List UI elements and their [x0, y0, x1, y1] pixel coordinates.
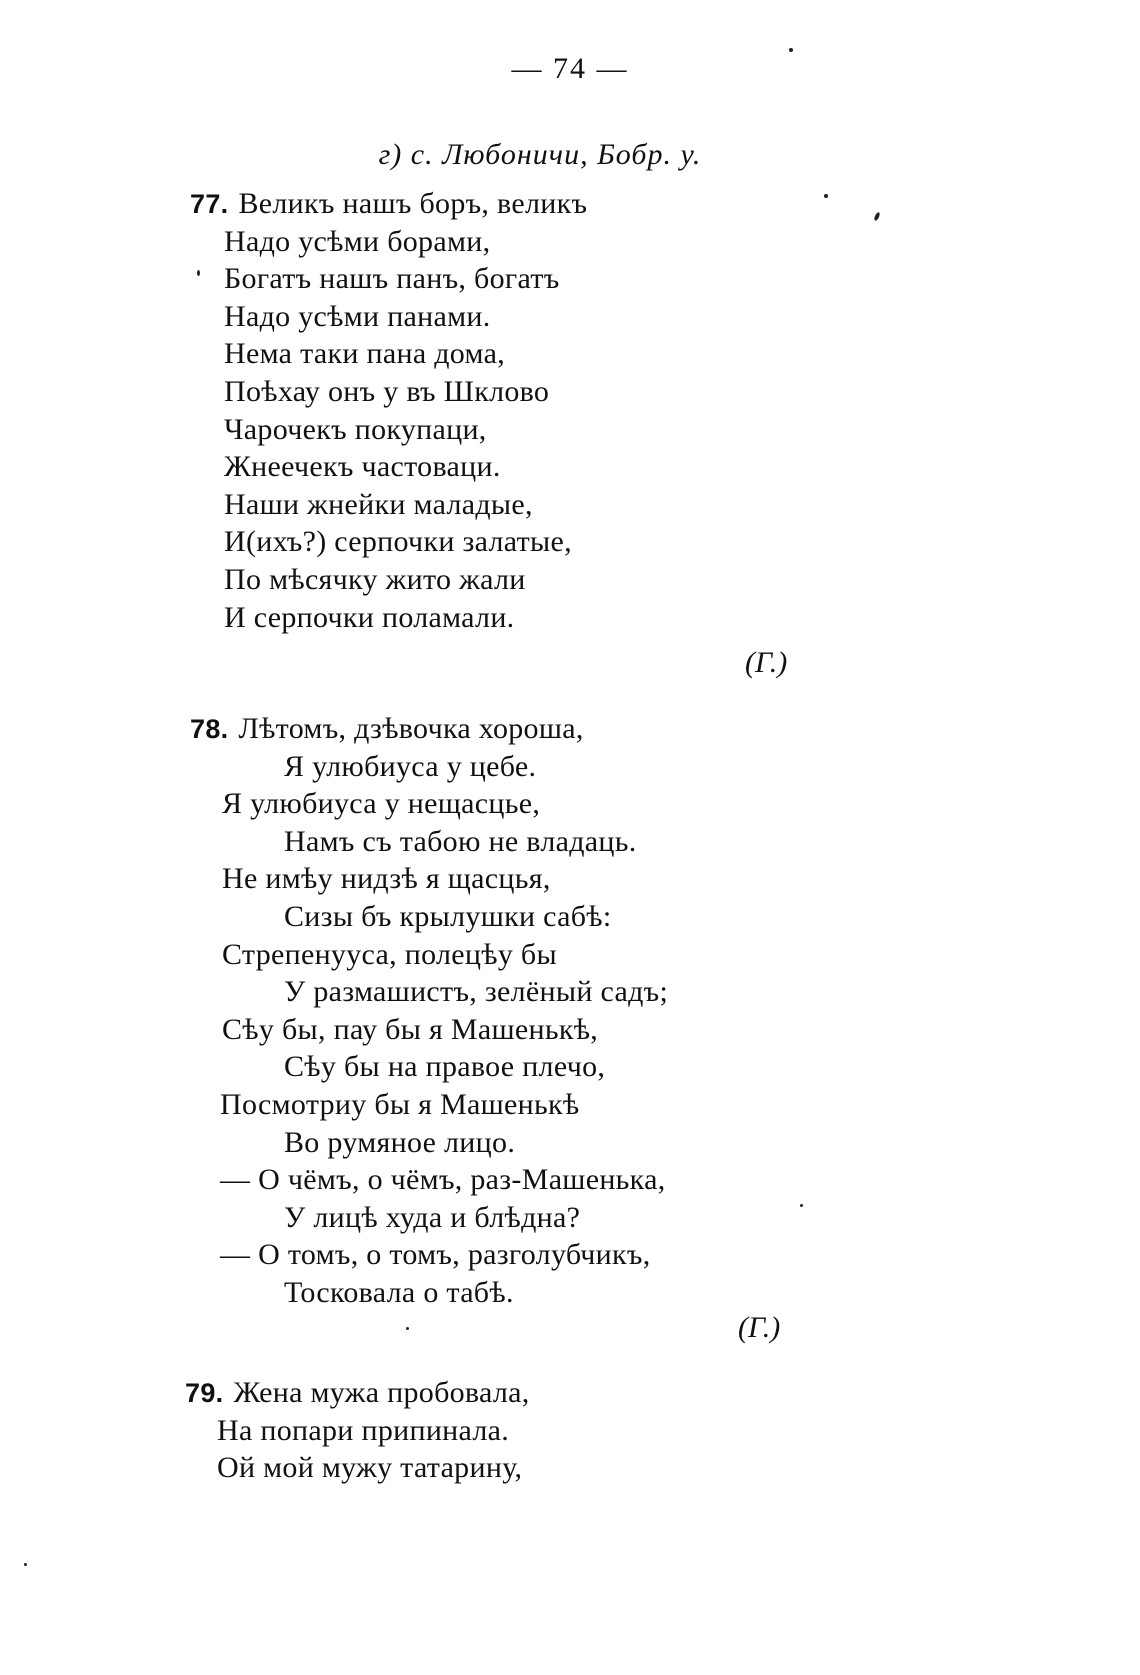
- poem-line: И(ихъ?) серпочки залатые,: [224, 525, 572, 559]
- scan-speck: [24, 1563, 27, 1566]
- poem-line: Жнеечекъ частоваци.: [224, 450, 501, 484]
- poem-line: Стрепенууса, полецѣу бы: [222, 937, 557, 971]
- poem-line: [185, 1374, 530, 1412]
- poem-77: [190, 185, 587, 636]
- poem-line: И серпочки поламали.: [224, 600, 515, 634]
- poem-line: — О томъ, о томъ, разголубчикъ,: [220, 1238, 651, 1272]
- scan-speck: [873, 212, 880, 222]
- poem-line-text: Великъ нашъ боръ, великъ: [238, 187, 588, 220]
- scan-speck: [800, 1204, 803, 1207]
- poem-number: 79.: [185, 1378, 224, 1408]
- poem-line: Не имѣу нидзѣ я щасцья,: [222, 862, 551, 896]
- poem-line: Я улюбиуса у цебе.: [284, 749, 537, 783]
- poem-line: По мѣсячку жито жали: [224, 562, 526, 596]
- poem-line: Сѣу бы, пау бы я Машенькѣ,: [222, 1012, 599, 1046]
- poem-line: Посмотриу бы я Машенькѣ: [220, 1087, 580, 1121]
- poem-line: [190, 710, 668, 748]
- poem-line: Богатъ нашъ панъ, богатъ: [224, 262, 560, 296]
- scan-speck: [197, 270, 200, 276]
- poem-line: У размашистъ, зелёный садъ;: [284, 975, 669, 1009]
- poem-line: [190, 185, 587, 223]
- poem-line: Ой мой мужу татарину,: [217, 1451, 523, 1485]
- poem-line: Наши жнейки маладые,: [224, 487, 533, 521]
- poem-line: Чарочекъ покупаци,: [224, 412, 487, 446]
- poem-line: — О чёмъ, о чёмъ, раз-Машенька,: [220, 1163, 666, 1197]
- poem-line: Намъ съ табою не владаць.: [284, 824, 637, 858]
- poem-line: Сѣу бы на правое плечо,: [284, 1050, 606, 1084]
- poem-line-text: Жена мужа пробовала,: [233, 1376, 530, 1409]
- poem-line: Поѣхау онъ у въ Шклово: [224, 374, 550, 408]
- poem-number: 77.: [190, 189, 229, 219]
- page-number: — 74 —: [511, 52, 629, 85]
- poem-line: Во румяное лицо.: [284, 1125, 516, 1159]
- poem-line: Тосковала о табѣ.: [284, 1275, 514, 1309]
- scan-speck: [406, 1327, 409, 1330]
- attribution: (Г.): [745, 646, 788, 679]
- poem-line: Надо усѣми панами.: [224, 299, 491, 333]
- poem-78: [190, 710, 668, 1312]
- poem-line: Сизы бъ крылушки сабѣ:: [284, 899, 612, 933]
- poem-line: У лицѣ худа и блѣдна?: [284, 1200, 581, 1234]
- section-heading: г) с. Любоничи, Бобр. у.: [378, 138, 702, 171]
- poem-number: 78.: [190, 714, 229, 744]
- poem-line: Я улюбиуса у нещасцье,: [222, 787, 541, 821]
- poem-line-text: Лѣтомъ, дзѣвочка хороша,: [238, 712, 584, 745]
- poem-line: Нема таки пана дома,: [224, 337, 506, 371]
- poem-line: Надо усѣми борами,: [224, 224, 491, 258]
- poem-79: [185, 1374, 530, 1487]
- scan-speck: [824, 194, 828, 198]
- poem-line: На попари припинала.: [217, 1413, 510, 1447]
- scan-speck: [789, 48, 793, 52]
- attribution: (Г.): [738, 1311, 781, 1344]
